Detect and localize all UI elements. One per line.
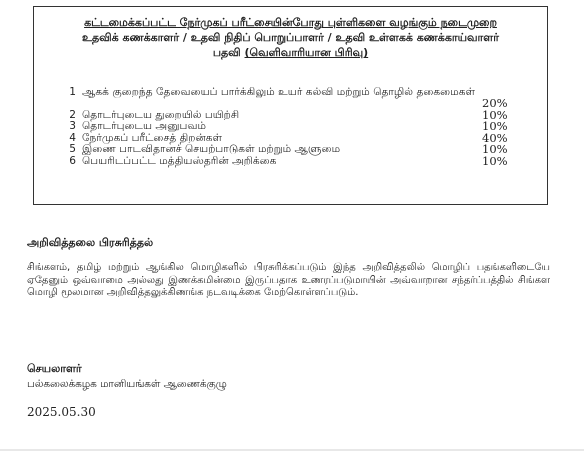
scheme-heading-line2: உதவிக் கணக்காளர் / உதவி நிதிப் பொறுப்பாளர் / உதவி உள்ளகக் கணக்காய்வாளர் bbox=[82, 31, 499, 44]
criteria-number: 1 bbox=[69, 86, 76, 98]
secretary-title: செயலாளர் bbox=[27, 362, 82, 375]
criteria-percentage: 20% bbox=[482, 96, 508, 110]
criteria-percentage: 10% bbox=[482, 107, 508, 122]
commission-name: பல்கலைக்கழக மானியங்கள் ஆணைக்குழு bbox=[27, 378, 227, 390]
criteria-number: 4 bbox=[69, 131, 76, 144]
scheme-heading bbox=[34, 15, 547, 60]
criteria-percentage: 40% bbox=[482, 130, 508, 145]
criteria-percentage: 10% bbox=[482, 153, 508, 168]
criteria-label: இணை பாடவிதானச் செயற்பாடுகள் மற்றும் ஆளுமை bbox=[82, 143, 341, 156]
marking-scheme-box bbox=[33, 6, 548, 205]
criteria-label: தொடர்புடைய துறையில் பயிற்சி bbox=[82, 108, 240, 121]
criteria-label: தொடர்புடைய அனுபவம் bbox=[82, 120, 207, 133]
notice-date: 2025.05.30 bbox=[27, 405, 96, 419]
publication-paragraph: சிங்களம், தமிழ் மற்றும் ஆங்கில மொழிகளில் பிரசுரிக்கப்படும் இந்த அறிவித்தலில் மொழிப் பதங்களிடையே ஏதேனும் ஒவ்வாமை அல்லது இணக்கமின்மை இருப்பதாக உணரப்படுமாயின் அவ்வாறான சந்தர்ப்பத்தில் சிங்கள மொழி மூலமான அறிவித்தலுக்கிணங்க நடவடிக்கை மேற்கொள்ளப்படும். bbox=[27, 262, 550, 299]
scheme-heading-post-word: பதவி bbox=[212, 46, 245, 59]
criteria-number: 2 bbox=[69, 108, 76, 121]
publication-heading: அறிவித்தலை பிரசுரித்தல் bbox=[27, 236, 154, 249]
criteria-row bbox=[54, 87, 534, 110]
external-division-link[interactable]: (வெளிவாரியான பிரிவு) bbox=[244, 46, 369, 59]
criteria-number: 5 bbox=[69, 143, 76, 156]
scheme-heading-line1: கட்டமைக்கப்பட்ட நேர்முகப் பரீட்சையின்போது புள்ளிகளை வழங்கும் நடைமுறை bbox=[84, 16, 497, 29]
criteria-percentage: 10% bbox=[482, 142, 508, 157]
criteria-label: ஆகக் குறைந்த தேவையைப் பார்க்கிலும் உயர் கல்வி மற்றும் தொழில் தகைமைகள் bbox=[82, 86, 476, 98]
criteria-label: பெயரிடப்பட்ட மத்தியஸ்தரின் அறிக்கை bbox=[82, 154, 277, 167]
criteria-percentage: 10% bbox=[482, 119, 508, 134]
scheme-heading-line3 bbox=[42, 45, 539, 60]
criteria-row bbox=[54, 153, 534, 168]
criteria-list bbox=[54, 87, 534, 168]
criteria-number: 3 bbox=[69, 120, 76, 133]
criteria-label: நேர்முகப் பரீட்சைத் திறன்கள் bbox=[82, 131, 223, 144]
criteria-number: 6 bbox=[69, 154, 76, 167]
